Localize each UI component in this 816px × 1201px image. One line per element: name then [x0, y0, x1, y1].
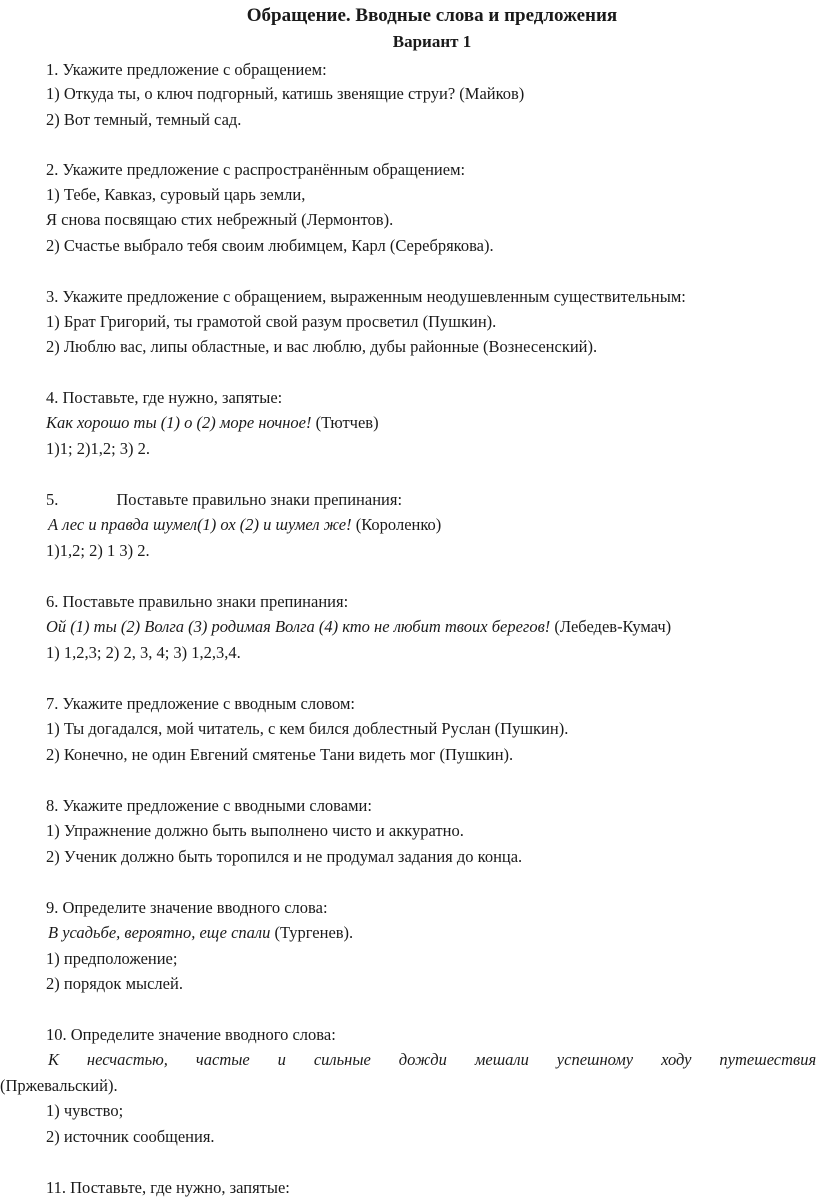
q2-option-1-line-2: Я снова посвящаю стих небрежный (Лермонтов). — [46, 210, 394, 229]
q6-sentence — [46, 617, 671, 637]
q5-question-text: Поставьте правильно знаки препинания: — [116, 490, 403, 509]
q2-option-1-line-1: 1) Тебе, Кавказ, суровый царь земли, — [46, 185, 306, 204]
q5-author: (Короленко) — [351, 515, 442, 534]
q9-author: (Тургенев). — [270, 923, 354, 942]
q8-question: 8. Укажите предложение с вводными словами: — [46, 796, 372, 815]
q4-sentence-text: Как хорошо ты (1) о (2) море ночное! — [46, 413, 312, 432]
q3-option-1: 1) Брат Григорий, ты грамотой свой разум просветил (Пушкин). — [46, 312, 497, 331]
q9-sentence — [48, 923, 353, 943]
q5-sentence — [48, 515, 441, 535]
q8-option-1: 1) Упражнение должно быть выполнено чисто и аккуратно. — [46, 821, 464, 840]
q2-option-2: 2) Счастье выбрало тебя своим любимцем, Карл (Серебрякова). — [46, 236, 494, 255]
q5-question — [46, 490, 402, 510]
q5-sentence-text: А лес и правда шумел(1) ох (2) и шумел же! — [48, 515, 352, 534]
q10-word: ходу — [661, 1050, 692, 1069]
q10-word: несчастью, — [86, 1050, 168, 1069]
q10-author: (Пржевальский). — [0, 1076, 118, 1095]
q6-answers: 1) 1,2,3; 2) 2, 3, 4; 3) 1,2,3,4. — [46, 643, 241, 662]
q9-option-1: 1) предположение; — [46, 949, 178, 968]
q1-question: 1. Укажите предложение с обращением: — [46, 60, 327, 79]
page-title: Обращение. Вводные слова и предложения — [246, 5, 618, 26]
q10-word: мешали — [474, 1050, 529, 1069]
q10-option-2: 2) источник сообщения. — [46, 1127, 215, 1146]
q10-word: успешному — [556, 1050, 634, 1069]
q10-sentence — [48, 1050, 816, 1070]
q10-word: К — [48, 1050, 59, 1069]
q5-answers: 1)1,2; 2) 1 3) 2. — [46, 541, 150, 560]
q10-word: и — [277, 1050, 286, 1069]
q7-option-1: 1) Ты догадался, мой читатель, с кем бился доблестный Руслан (Пушкин). — [46, 719, 569, 738]
variant-heading: Вариант 1 — [392, 32, 472, 51]
q9-sentence-text: В усадьбе, вероятно, еще спали — [48, 923, 271, 942]
q6-question: 6. Поставьте правильно знаки препинания: — [46, 592, 349, 611]
q6-sentence-text: Ой (1) ты (2) Волга (3) родимая Волга (4) кто не любит твоих берегов! — [46, 617, 551, 636]
q10-question: 10. Определите значение вводного слова: — [46, 1025, 336, 1044]
q4-author: (Тютчев) — [311, 413, 379, 432]
q10-word: сильные — [313, 1050, 371, 1069]
q3-question: 3. Укажите предложение с обращением, выраженным неодушевленным существительным: — [46, 287, 686, 306]
q4-answers: 1)1; 2)1,2; 3) 2. — [46, 439, 151, 458]
q1-option-2: 2) Вот темный, темный сад. — [46, 110, 242, 129]
q4-sentence — [46, 413, 379, 433]
q3-option-2: 2) Люблю вас, липы областные, и вас люблю, дубы районные (Вознесенский). — [46, 337, 598, 356]
q1-option-1: 1) Откуда ты, о ключ подгорный, катишь звенящие струи? (Майков) — [46, 84, 525, 103]
q6-author: (Лебедев-Кумач) — [550, 617, 672, 636]
q2-question: 2. Укажите предложение с распространённым обращением: — [46, 160, 466, 179]
q10-option-1: 1) чувство; — [46, 1101, 124, 1120]
q4-question: 4. Поставьте, где нужно, запятые: — [46, 388, 283, 407]
q7-question: 7. Укажите предложение с вводным словом: — [46, 694, 355, 713]
q7-option-2: 2) Конечно, не один Евгений смятенье Тани видеть мог (Пушкин). — [46, 745, 514, 764]
q10-word: частые — [195, 1050, 250, 1069]
q10-word: дожди — [398, 1050, 447, 1069]
q9-option-2: 2) порядок мыслей. — [46, 974, 183, 993]
q8-option-2: 2) Ученик должно быть торопился и не продумал задания до конца. — [46, 847, 523, 866]
q5-number: 5. — [46, 490, 59, 509]
q11-question: 11. Поставьте, где нужно, запятые: — [46, 1178, 290, 1197]
q10-word: путешествия — [719, 1050, 816, 1069]
q9-question: 9. Определите значение вводного слова: — [46, 898, 328, 917]
